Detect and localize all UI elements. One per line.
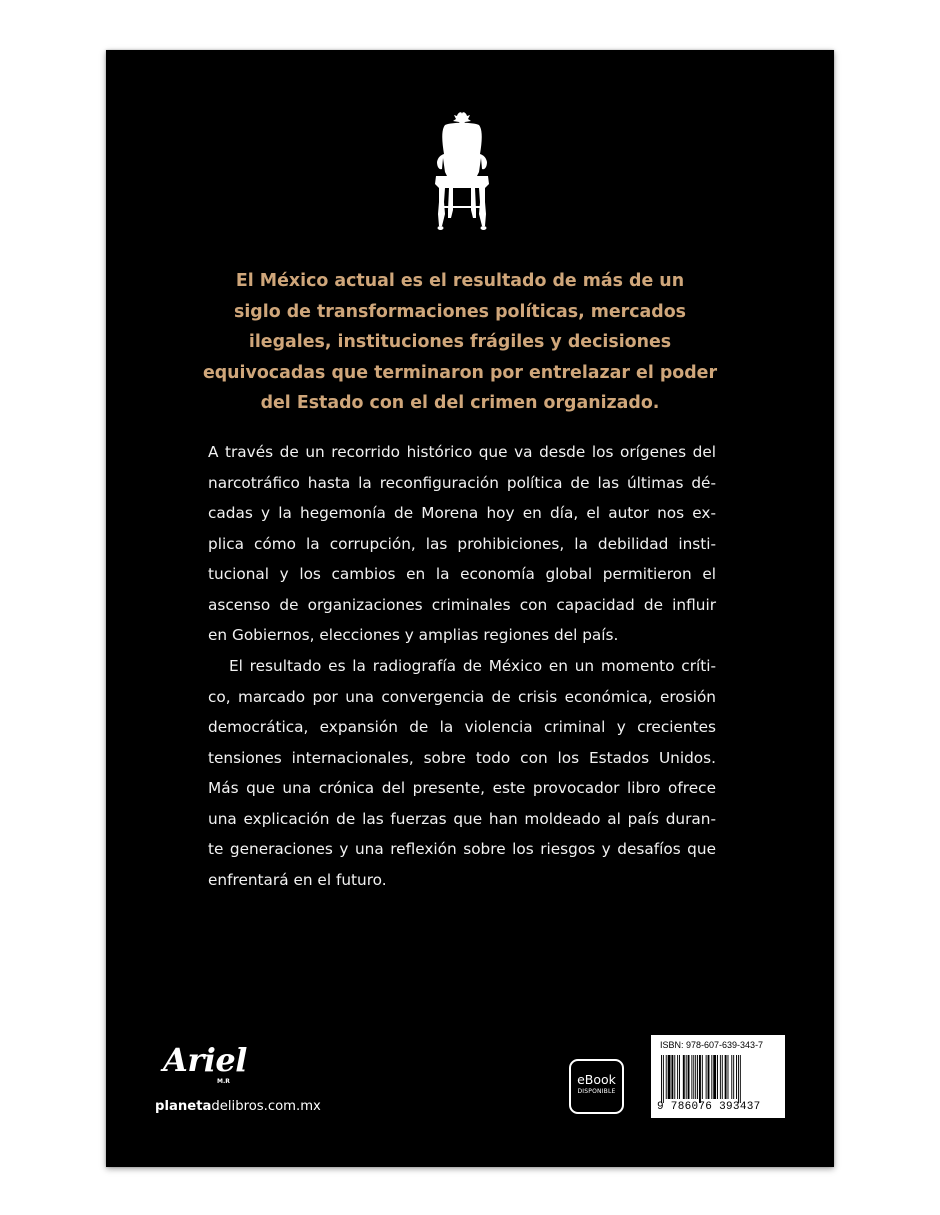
barcode-digits: 9 786076 393437 [657, 1101, 761, 1113]
text-line: co, marcado por una convergencia de crisis económica, erosión [208, 687, 716, 706]
isbn-label: ISBN: 978-607-639-343-7 [660, 1040, 764, 1050]
throne-chair-icon [427, 110, 497, 235]
text-line: en Gobiernos, elecciones y amplias regiones del país. [208, 626, 619, 644]
barcode-bar [720, 1055, 721, 1099]
text-line: narcotráfico hasta la reconfiguración política de las últimas dé- [208, 473, 716, 492]
barcode-bar [722, 1055, 723, 1099]
text-line: tensiones internacionales, sobre todo con los Estados Unidos. [208, 748, 716, 767]
synopsis-paragraph-2 [208, 651, 716, 895]
lead-line: El México actual es el resultado de más de un [235, 271, 685, 291]
barcode-bar [708, 1055, 710, 1099]
text-line: democrática, expansión de la violencia criminal y crecientes [208, 718, 716, 736]
barcode-bar [663, 1055, 664, 1103]
trademark-mark: M.R [217, 1078, 230, 1085]
barcode-bar [733, 1055, 734, 1099]
barcode-bar [674, 1055, 675, 1099]
ebook-badge [569, 1059, 624, 1114]
lead-paragraph [195, 266, 725, 419]
ariel-logo: Ariel [163, 1041, 247, 1079]
ebook-badge-title: eBook [577, 1072, 616, 1087]
barcode-bar [668, 1055, 671, 1099]
barcode-bar [661, 1055, 662, 1103]
barcode-bar [725, 1055, 727, 1099]
text-line: El resultado es la radiografía de México en un momento críti- [229, 657, 716, 675]
barcode-bar [688, 1055, 690, 1099]
text-line: enfrentará en el futuro. [208, 870, 387, 889]
barcode-bar [731, 1055, 732, 1099]
text-line: A través de un recorrido histórico que va desde los orígenes del [208, 443, 716, 461]
synopsis-paragraph-1 [208, 437, 716, 651]
barcode-bar [706, 1055, 707, 1099]
barcode-bar [677, 1055, 678, 1099]
barcode-bar [711, 1055, 712, 1099]
lead-line: ilegales, instituciones frágiles y decisiones [248, 332, 672, 352]
publisher-website [155, 1097, 321, 1117]
isbn-barcode [651, 1035, 785, 1118]
barcode-bar [666, 1055, 667, 1099]
text-line: cadas y la hegemonía de Morena hoy en día, el autor nos ex- [208, 504, 716, 522]
barcode-bar [740, 1055, 741, 1103]
barcode-bar [728, 1055, 729, 1099]
text-line: una explicación de las fuerzas que han moldeado al país duran- [208, 809, 716, 828]
barcode-bar [702, 1055, 703, 1099]
barcode-bar [693, 1055, 694, 1099]
text-line: te generaciones y una reflexión sobre los riesgos y desafíos que [208, 840, 716, 858]
barcode-bar [671, 1055, 673, 1099]
barcode-bar [736, 1055, 737, 1099]
barcode-bar [713, 1055, 716, 1099]
website-rest-part: delibros.com.mx [211, 1099, 321, 1114]
barcode-bar [683, 1055, 685, 1099]
lead-line: equivocadas que terminaron por entrelazar el poder [202, 362, 718, 383]
text-line: tucional y los cambios en la economía global permitieron el [208, 565, 716, 583]
barcode-bar [691, 1055, 692, 1099]
barcode-bar [738, 1055, 739, 1103]
barcode-bar [686, 1055, 687, 1099]
website-bold-part: planeta [155, 1099, 212, 1114]
barcode-bar [697, 1055, 698, 1099]
lead-line: siglo de transformaciones políticas, mercados [233, 301, 687, 322]
ebook-badge-subtitle: DISPONIBLE [577, 1088, 616, 1095]
barcode-bar [679, 1055, 680, 1099]
text-line: Más que una crónica del presente, este provocador libro ofrece [208, 779, 716, 797]
barcode-bar [695, 1055, 696, 1099]
barcode-bar [717, 1055, 718, 1099]
text-line: ascenso de organizaciones criminales con capacidad de influir [208, 595, 716, 614]
barcode-bars [661, 1055, 777, 1103]
barcode-bar [699, 1055, 701, 1103]
text-line: plica cómo la corrupción, las prohibiciones, la debilidad insti- [208, 534, 716, 553]
lead-line: del Estado con el del crimen organizado. [260, 393, 660, 413]
